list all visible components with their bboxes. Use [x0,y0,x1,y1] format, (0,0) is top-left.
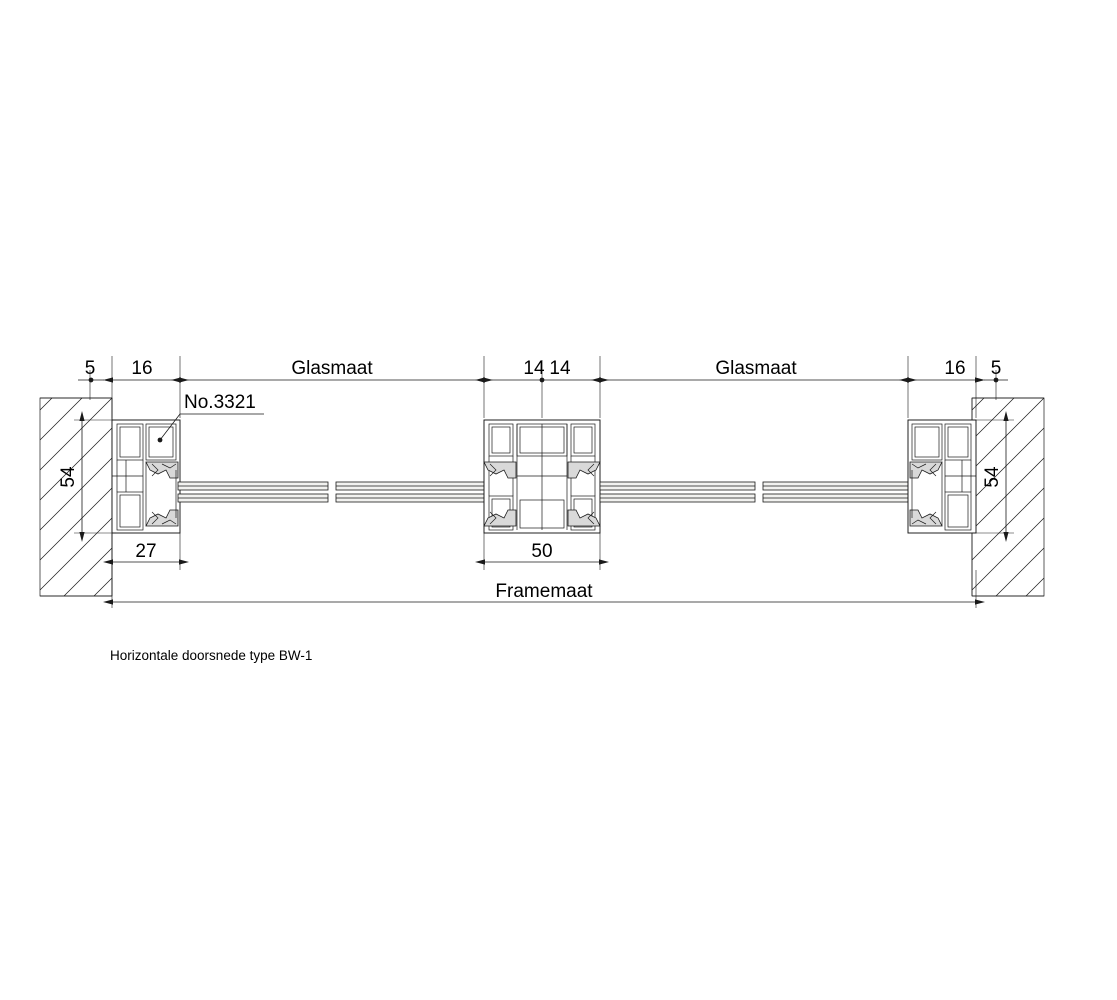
dim-center-right: 14 [549,358,571,379]
wall-left [40,338,112,650]
part-number-label: No.3321 [184,392,256,413]
glass-pane-right-1 [600,482,755,502]
dimension-left-profile-width [112,533,180,570]
dim-left-edge-gap: 5 [84,358,96,379]
dim-right-depth: 54 [982,466,1003,488]
wall-right [972,338,1044,650]
dim-left-glass-span: Glasmaat [291,358,373,379]
dim-center-left: 14 [523,358,545,379]
glass-pane-left-2 [336,482,484,502]
profile-center [484,420,600,533]
drawing-caption: Horizontale doorsnede type BW-1 [110,648,313,663]
dim-right-glass-span: Glasmaat [715,358,797,379]
glass-pane-left [178,482,328,502]
glass-pane-right-2 [763,482,908,502]
profile-left [112,420,180,533]
dim-left-depth: 54 [58,466,79,488]
dim-left-frame-width: 16 [131,358,153,379]
profile-right [908,420,976,533]
dimension-left-depth [58,420,116,533]
dimension-right-depth [972,420,1014,533]
dim-right-frame-width: 16 [944,358,966,379]
dim-right-edge-gap: 5 [990,358,1002,379]
dimension-overall [112,570,976,608]
dimension-center-profile-width [484,533,600,570]
dim-left-profile-width: 27 [135,541,157,562]
dimension-row-top [78,358,1008,382]
dim-center-profile-width: 50 [531,541,553,562]
dim-overall-label: Framemaat [495,581,593,602]
